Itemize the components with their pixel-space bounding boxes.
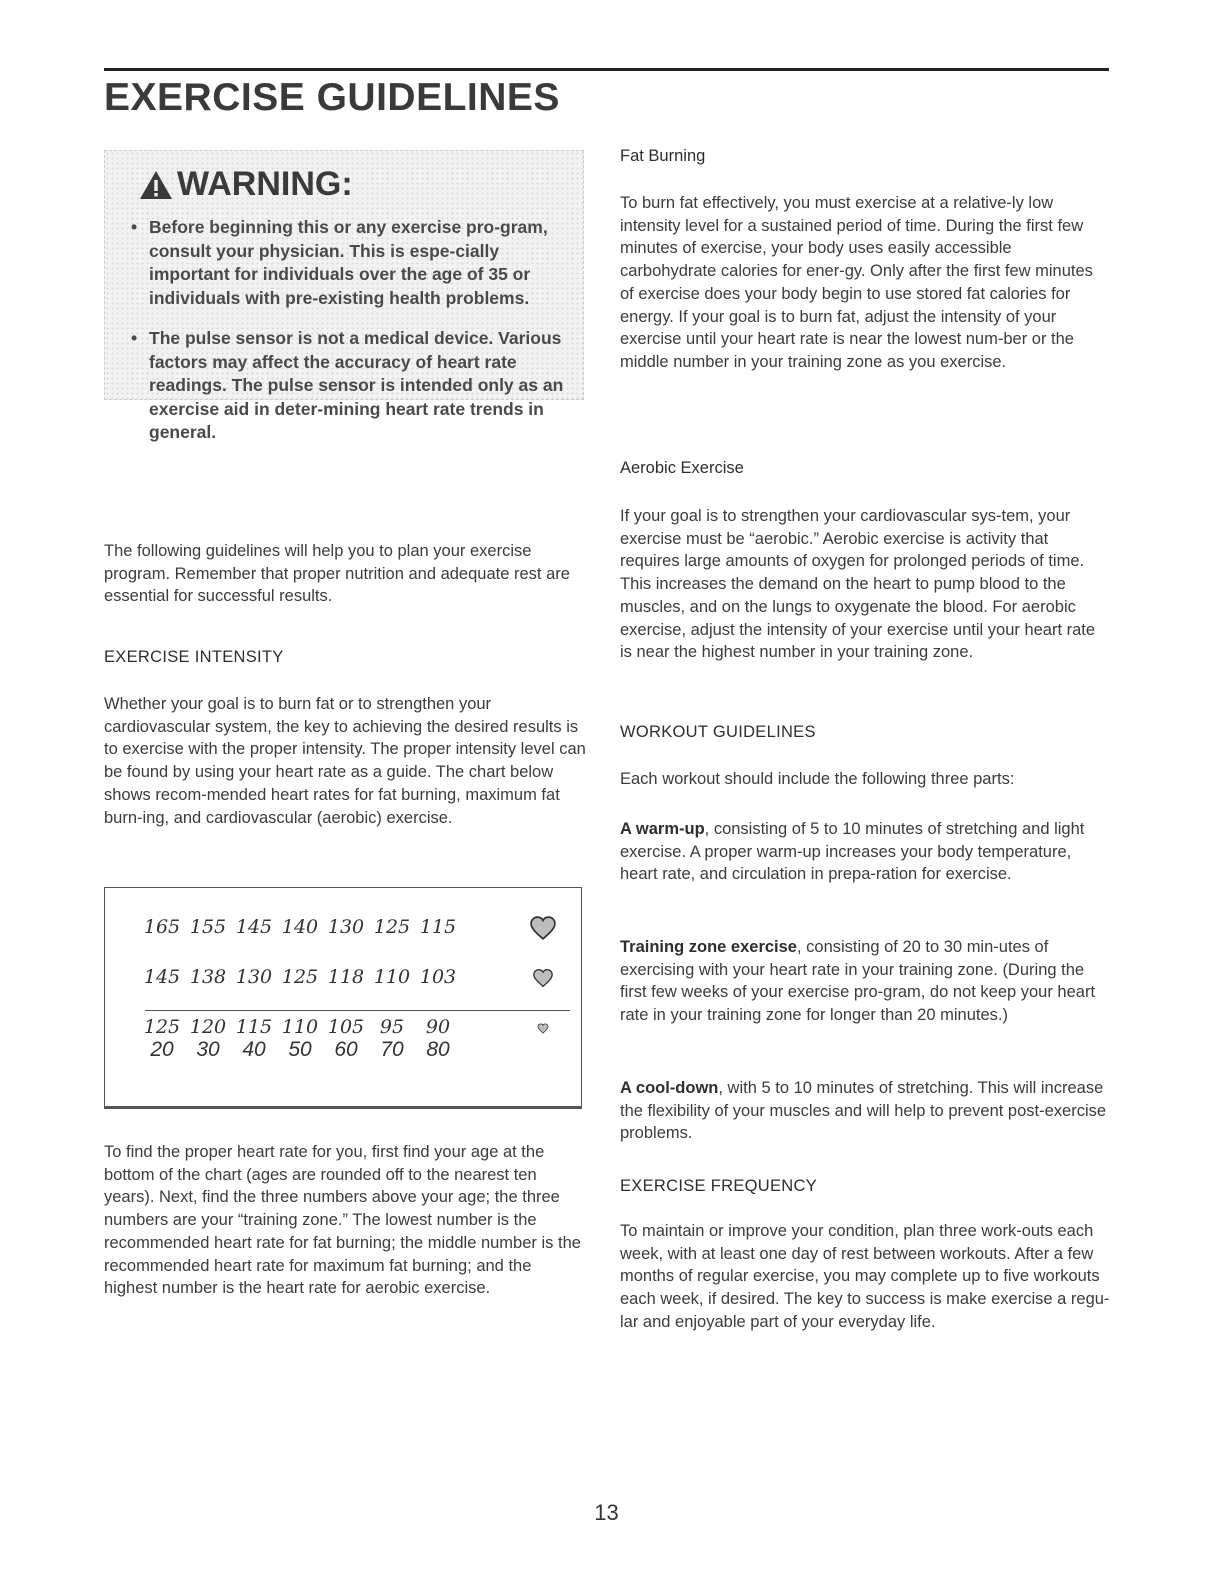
intensity-paragraph: Whether your goal is to burn fat or to strengthen your cardiovascular system, the key to achieving the desired results is to exercise with the proper intensity. The proper intensity level can be found by using your heart rate as a guide. The chart below shows recom-mended heart rates for fat burning, maximum fat burn-ing, and cardiovascular (aerobic) exercise. (104, 695, 586, 827)
heart-rate-value: 118 (327, 966, 365, 988)
heart-rate-value: 130 (235, 966, 273, 988)
page-number: 13 (594, 1500, 619, 1525)
warning-item (127, 216, 565, 310)
heart-rate-value: 95 (379, 1016, 405, 1038)
warning-triangle-icon (139, 169, 173, 201)
heart-rate-value: 145 (143, 966, 181, 988)
warning-title: WARNING: (177, 165, 353, 203)
warning-item (127, 327, 565, 445)
training-zone-text: , consisting of 20 to 30 min-utes of exercising with your heart rate in your training zone. (During the first few weeks of your exercise pro-gram, do not keep your heart rate in your training zone for longer than 20 minutes.) (620, 938, 1096, 1025)
top-rule (104, 68, 1109, 71)
aerobic-heading: Aerobic Exercise (620, 459, 744, 477)
heart-rate-chart (104, 887, 582, 1109)
fat-burning-heading: Fat Burning (620, 147, 706, 165)
age-value: 60 (334, 1038, 358, 1061)
chart-divider (145, 1010, 570, 1011)
cooldown-text: , with 5 to 10 minutes of stretching. This will increase the flexibility of your muscles and will help to prevent post-exercise problems. (620, 1079, 1107, 1143)
warmup-paragraph (620, 818, 1110, 886)
training-zone-paragraph (620, 936, 1110, 1027)
fat-burning-paragraph: To burn fat effectively, you must exercise at a relative-ly low intensity level for a sustained period of time. During the first few minutes of exercise, your body uses easily accessible carbohydrate calories for ener-gy. Only after the first few minutes of exercise does your body begin to use stored fat calories for energy. If your goal is to burn fat, adjust the intensity of your exercise until your heart rate is near the lowest num-ber or the middle number in your training zone as you exercise. (620, 194, 1093, 371)
small-heart-icon (538, 1023, 549, 1034)
intensity-heading: EXERCISE INTENSITY (104, 648, 284, 666)
heart-rate-value: 105 (327, 1016, 365, 1038)
age-value: 40 (242, 1038, 266, 1061)
chart-age-row (105, 1038, 583, 1068)
warning-item-text: The pulse sensor is not a medical device. Various factors may affect the accuracy of heart rate readings. The pulse sensor is intended only as an exercise aid in deter-mining heart rate trends in general. (149, 328, 564, 442)
warning-box (104, 150, 584, 442)
age-value: 20 (150, 1038, 174, 1061)
workout-intro: Each workout should include the following three parts: (620, 770, 1015, 788)
page-title: EXERCISE GUIDELINES (104, 76, 560, 119)
warning-heading (139, 165, 565, 204)
heart-rate-value: 90 (425, 1016, 451, 1038)
large-heart-icon (530, 915, 556, 941)
heart-rate-value: 140 (281, 916, 319, 938)
age-value: 80 (426, 1038, 450, 1061)
bullet-icon: • (131, 217, 138, 237)
heart-rate-value: 155 (189, 916, 227, 938)
warning-item-text: Before beginning this or any exercise pro-gram, consult your physician. This is espe-cially important for individuals over the age of 35 or individuals with pre-existing health problems. (149, 217, 548, 308)
heart-rate-value: 165 (143, 916, 181, 938)
workout-heading: WORKOUT GUIDELINES (620, 723, 816, 741)
chart-row (105, 916, 583, 946)
bullet-icon: • (131, 328, 138, 348)
intro-paragraph: The following guidelines will help you to plan your exercise program. Remember that proper nutrition and adequate rest are essential for successful results. (104, 542, 570, 606)
heart-rate-value: 103 (419, 966, 457, 988)
training-zone-label: Training zone exercise (620, 938, 797, 956)
heart-rate-value: 115 (235, 1016, 273, 1038)
heart-rate-value: 125 (281, 966, 319, 988)
heart-rate-value: 145 (235, 916, 273, 938)
heart-rate-value: 125 (143, 1016, 181, 1038)
heart-rate-value: 138 (189, 966, 227, 988)
age-value: 50 (288, 1038, 312, 1061)
chart-explanation-paragraph: To find the proper heart rate for you, first find your age at the bottom of the chart (ages are rounded off to the nearest ten years). Next, find the three numbers above your age; the three numbers are your “training zone.” The lowest number is the recommended heart rate for fat burning; the middle number is the recommended heart rate for maximum fat burning; and the highest number is the heart rate for aerobic exercise. (104, 1143, 581, 1298)
heart-rate-value: 130 (327, 916, 365, 938)
age-value: 70 (380, 1038, 404, 1061)
cooldown-label: A cool-down (620, 1079, 719, 1097)
warning-list (127, 216, 565, 445)
heart-rate-value: 120 (189, 1016, 227, 1038)
medium-heart-icon (533, 968, 553, 988)
warmup-label: A warm-up (620, 820, 705, 838)
heart-rate-value: 110 (373, 966, 411, 988)
frequency-heading: EXERCISE FREQUENCY (620, 1177, 818, 1195)
heart-rate-value: 125 (373, 916, 411, 938)
age-value: 30 (196, 1038, 220, 1061)
frequency-paragraph: To maintain or improve your condition, plan three work-outs each week, with at least one day of rest between workouts. After a few months of regular exercise, you may complete up to five workouts each week, if desired. The key to success is make exercise a regu-lar and enjoyable part of your everyday life. (620, 1222, 1110, 1331)
chart-row (105, 966, 583, 996)
cooldown-paragraph (620, 1077, 1110, 1145)
warmup-text: , consisting of 5 to 10 minutes of stretching and light exercise. A proper warm-up increases your body temperature, heart rate, and circulation in prepa-ration for exercise. (620, 820, 1085, 884)
aerobic-paragraph: If your goal is to strengthen your cardiovascular sys-tem, your exercise must be “aerobic.” Aerobic exercise is activity that requires large amounts of oxygen for prolonged periods of time. This increases the demand on the heart to pump blood to the muscles, and on the lungs to oxygenate the blood. For aerobic exercise, adjust the intensity of your exercise until your heart rate is near the highest number in your training zone. (620, 507, 1096, 662)
heart-rate-value: 110 (281, 1016, 319, 1038)
heart-rate-value: 115 (419, 916, 457, 938)
